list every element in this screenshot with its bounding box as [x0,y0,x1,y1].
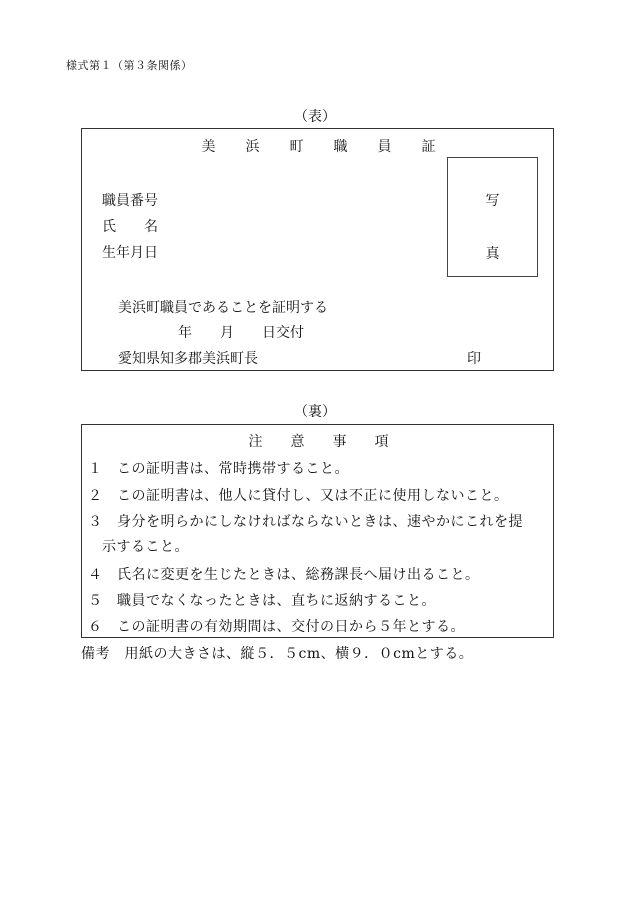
form-number-label: 様式第１（第３条関係） [66,59,193,72]
field-employee-number: 職員番号 [102,193,158,209]
note-item-1: １ この証明書は、常時携帯すること。 [88,461,349,477]
note-item-2: ２ この証明書は、他人に貸付し、又は不正に使用しないこと。 [88,488,509,504]
note-item-5: ５ 職員でなくなったときは、直ちに返納すること。 [88,593,436,609]
id-card-front [81,128,554,371]
notes-title: 注意事項 [248,434,417,450]
note-item-6: ６ この証明書の有効期間は、交付の日から５年とする。 [88,619,465,635]
back-section-title: （裏） [294,404,336,420]
photo-label-char-1: 写 [485,193,500,209]
certification-text: 美浜町職員であることを証明する [118,300,328,316]
field-birth-date: 生年月日 [102,245,158,261]
note-item-4: ４ 氏名に変更を生じたときは、総務課長へ届け出ること。 [88,567,480,583]
note-item-3-continued: 示すること。 [102,539,189,555]
remarks-note: 備考 用紙の大きさは、縦５．５cm、横９．０cmとする。 [81,646,474,662]
id-card-back [81,424,554,638]
photo-label-char-2: 真 [485,246,500,262]
photo-box [447,157,538,277]
front-section-title: （表） [294,109,336,125]
field-name: 氏 名 [102,219,158,235]
issuer-name: 愛知県知多郡美浜町長 [118,351,258,367]
note-item-3: ３ 身分を明らかにしなければならないときは、速やかにこれを提 [88,514,523,530]
card-title: 美浜町職員証 [201,139,466,155]
seal-mark: 印 [467,351,481,367]
issue-date: 年 月 日交付 [178,325,304,341]
